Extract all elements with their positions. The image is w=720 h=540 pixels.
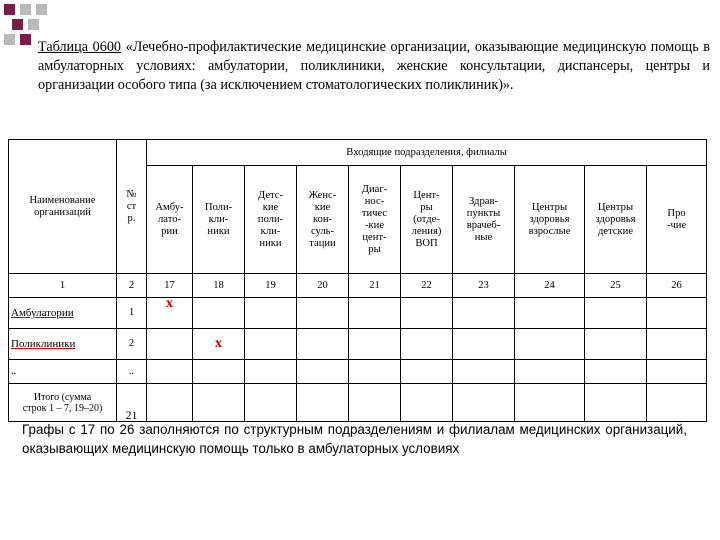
- header-col-25: Центры здоровья детские: [585, 166, 647, 274]
- footnote: Графы с 17 по 26 заполняются по структурным подразделениям и филиалам медицинских организаций, оказывающих медицинскую помощь только в амбулаторных условиях: [22, 422, 687, 456]
- column-numbers-row: [9, 274, 707, 298]
- cross-mark: х: [166, 297, 173, 311]
- cross-mark: х: [215, 335, 222, 351]
- row-no: ..: [117, 360, 147, 384]
- row-no: 1: [117, 298, 147, 329]
- table-row: [9, 384, 707, 422]
- table-title: «Лечебно-профилактические медицинские организации, оказывающие медицинскую помощь в амбулаторных условиях: амбулатории, поликлиники, женские консультации, диспансеры, центры и организации особого типа (за исключением стоматологических поликлиник)».: [38, 39, 710, 93]
- table-heading: [38, 38, 710, 95]
- col-number: 18: [193, 274, 245, 298]
- col-number: 23: [453, 274, 515, 298]
- header-row-no: № ст р.: [117, 140, 147, 274]
- col-number: 19: [245, 274, 297, 298]
- row-name: Итого (сумма строк 1 – 7, 19–20): [9, 384, 117, 422]
- col-number: 20: [297, 274, 349, 298]
- header-col-18: Поли- кли- ники: [193, 166, 245, 274]
- header-name: Наименование организаций: [9, 140, 117, 274]
- header-col-19: Детс- кие поли- кли- ники: [245, 166, 297, 274]
- row-no: 21: [117, 384, 147, 422]
- row-name: ..: [9, 360, 117, 384]
- col-number: 2: [117, 274, 147, 298]
- col-number: 26: [647, 274, 707, 298]
- col-number: 25: [585, 274, 647, 298]
- col-number: 17: [147, 274, 193, 298]
- table-code: Таблица 0600: [38, 39, 122, 55]
- row-name: Амбулатории: [9, 298, 117, 329]
- header-col-17: Амбу- лато- рии: [147, 166, 193, 274]
- col-number: 22: [401, 274, 453, 298]
- col-number: 1: [9, 274, 117, 298]
- table-row: [9, 298, 707, 329]
- col-number: 24: [515, 274, 585, 298]
- table-row: [9, 360, 707, 384]
- col-number: 21: [349, 274, 401, 298]
- header-col-24: Центры здоровья взрослые: [515, 166, 585, 274]
- header-col-21: Диаг- нос- тичес -кие цент- ры: [349, 166, 401, 274]
- header-col-22: Цент- ры (отде- ления) ВОП: [401, 166, 453, 274]
- header-col-20: Женс- кие кон- суль- тации: [297, 166, 349, 274]
- header-group: Входящие подразделения, филиалы: [147, 140, 707, 166]
- row-name: Поликлиники: [9, 329, 117, 360]
- header-col-26: Про -чие: [647, 166, 707, 274]
- row-no: 2: [117, 329, 147, 360]
- header-col-23: Здрав- пункты врачеб- ные: [453, 166, 515, 274]
- report-table: [8, 139, 707, 422]
- table-row: [9, 329, 707, 360]
